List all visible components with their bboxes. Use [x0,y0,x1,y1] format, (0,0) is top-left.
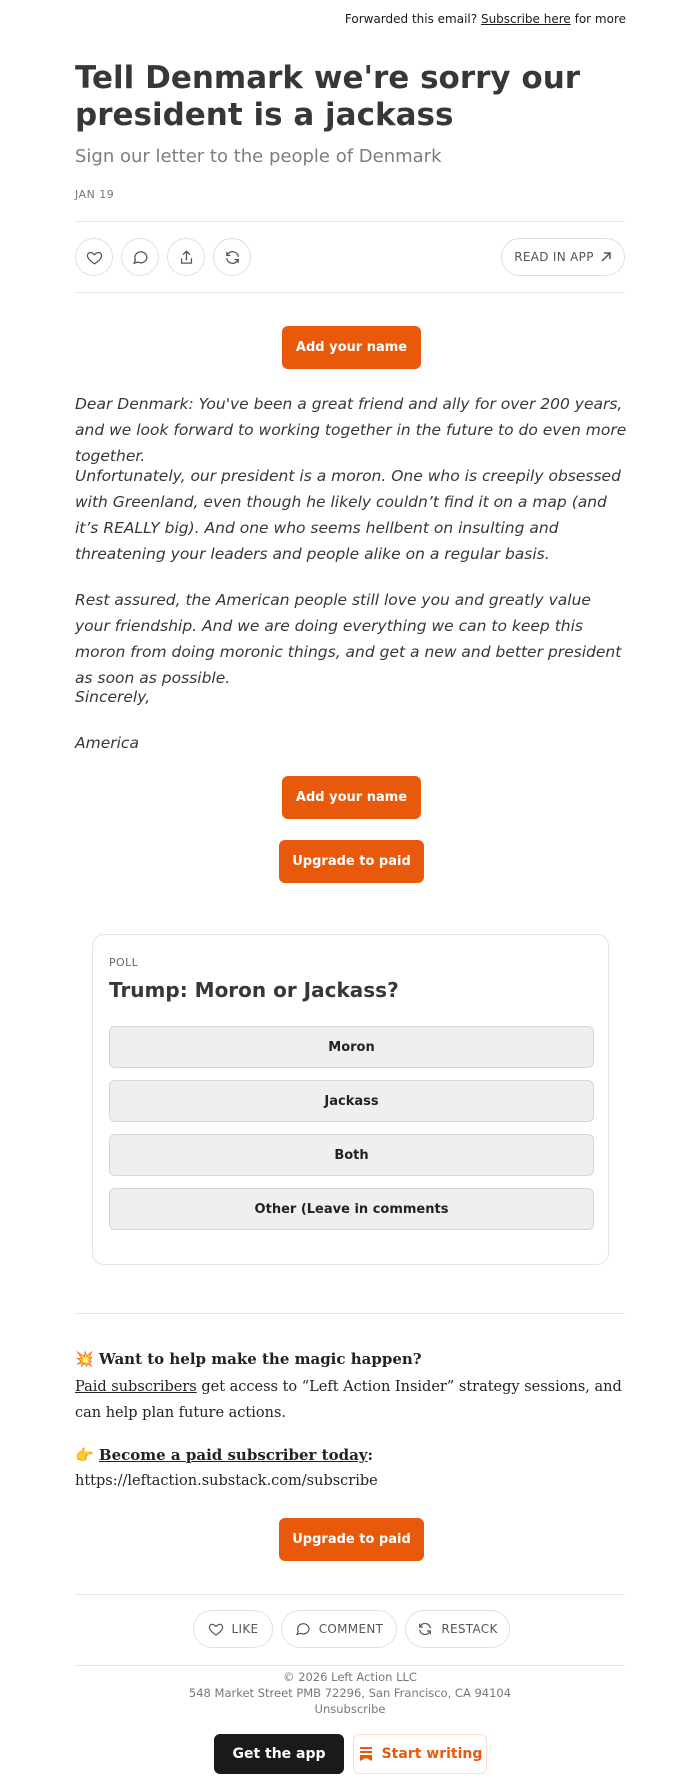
subscribe-url[interactable]: https://leftaction.substack.com/subscribe [75,1473,378,1489]
arrow-up-right-icon [600,251,612,263]
share-button[interactable] [167,238,205,276]
get-the-app-button[interactable]: Get the app [214,1734,344,1774]
divider [75,221,625,222]
address: 548 Market Street PMB 72296, San Francisco, CA 94104 [188,1686,512,1700]
like-button[interactable] [75,238,113,276]
promo-text [75,1374,635,1426]
divider [75,292,625,293]
poll-option-moron[interactable]: Moron [109,1026,594,1068]
upgrade-to-paid-button[interactable]: Upgrade to paid [279,840,424,883]
post-date: JAN 19 [75,188,115,201]
collision-emoji: 💥 [75,1350,94,1368]
share-icon [178,249,195,266]
poll-card [92,934,609,1265]
poll-option-both[interactable]: Both [109,1134,594,1176]
restack-icon [417,1621,433,1637]
letter-paragraph: Dear Denmark: You've been a great friend and ally for over 200 years, and we look forward to working together in the future to do even more together. [75,395,627,465]
restack-icon [224,249,241,266]
forwarded-prefix: Forwarded this email? [344,12,478,26]
promo-body: get access to “Left Action Insider” strategy sessions, and can help plan future actions. [75,1379,622,1421]
footer-restack-button[interactable] [405,1610,510,1648]
pointing-emoji: 👉 [75,1446,94,1464]
comment-button[interactable] [121,238,159,276]
restack-button[interactable] [213,238,251,276]
letter-signature: America [75,734,139,752]
divider [75,1665,625,1666]
forwarded-suffix: for more [574,12,626,26]
become-subscriber-link[interactable]: Become a paid subscriber today [98,1446,368,1464]
restack-label: RESTACK [441,1622,498,1636]
divider [75,1594,625,1595]
poll-option-other[interactable]: Other (Leave in comments [109,1188,594,1230]
comment-icon [132,249,149,266]
add-your-name-button[interactable]: Add your name [282,776,421,819]
like-label: LIKE [231,1622,259,1636]
add-your-name-button[interactable]: Add your name [282,326,421,369]
read-in-app-button[interactable] [501,238,625,276]
letter-signoff: Sincerely, [75,688,151,706]
poll-question: Trump: Moron or Jackass? [109,978,399,1002]
heart-icon [86,249,103,266]
footer-like-button[interactable] [193,1610,273,1648]
substack-logo-icon [358,1746,374,1762]
read-in-app-label: READ IN APP [514,250,594,264]
letter-paragraph: Unfortunately, our president is a moron. One who is creepily obsessed with Greenland, even though he likely couldn’t find it on a map (and it’s REALLY big). And one who seems hellbent on insulting and threatening your leaders and people alike on a regular basis. [75,467,621,563]
post-subtitle: Sign our letter to the people of Denmark [75,146,442,167]
subscribe-link[interactable]: Subscribe here [480,12,571,26]
post-title: Tell Denmark we're sorry our president is a jackass [75,60,581,133]
unsubscribe-link[interactable]: Unsubscribe [314,1702,386,1716]
divider [75,1313,625,1314]
forwarded-notice [345,12,626,26]
letter-paragraph: Rest assured, the American people still love you and greatly value your friendship. And we are doing everything we can to keep this moron from doing moronic things, and get a new and better president as soon as possible. [75,591,622,687]
start-writing-button[interactable] [353,1734,487,1774]
promo-heading [75,1350,422,1368]
comment-icon [295,1621,311,1637]
copyright: © 2026 Left Action LLC [283,1670,417,1684]
paid-subscribers-link[interactable]: Paid subscribers [75,1379,197,1395]
heart-icon [208,1621,224,1637]
footer-comment-button[interactable] [281,1610,397,1648]
become-subscriber: 👉 Become a paid subscriber today: [75,1446,374,1464]
promo-heading-text: Want to help make the magic happen? [98,1350,422,1368]
poll-label: POLL [109,956,139,969]
poll-option-jackass[interactable]: Jackass [109,1080,594,1122]
comment-label: COMMENT [318,1622,384,1636]
start-writing-label: Start writing [381,1746,483,1762]
upgrade-to-paid-button[interactable]: Upgrade to paid [279,1518,424,1561]
